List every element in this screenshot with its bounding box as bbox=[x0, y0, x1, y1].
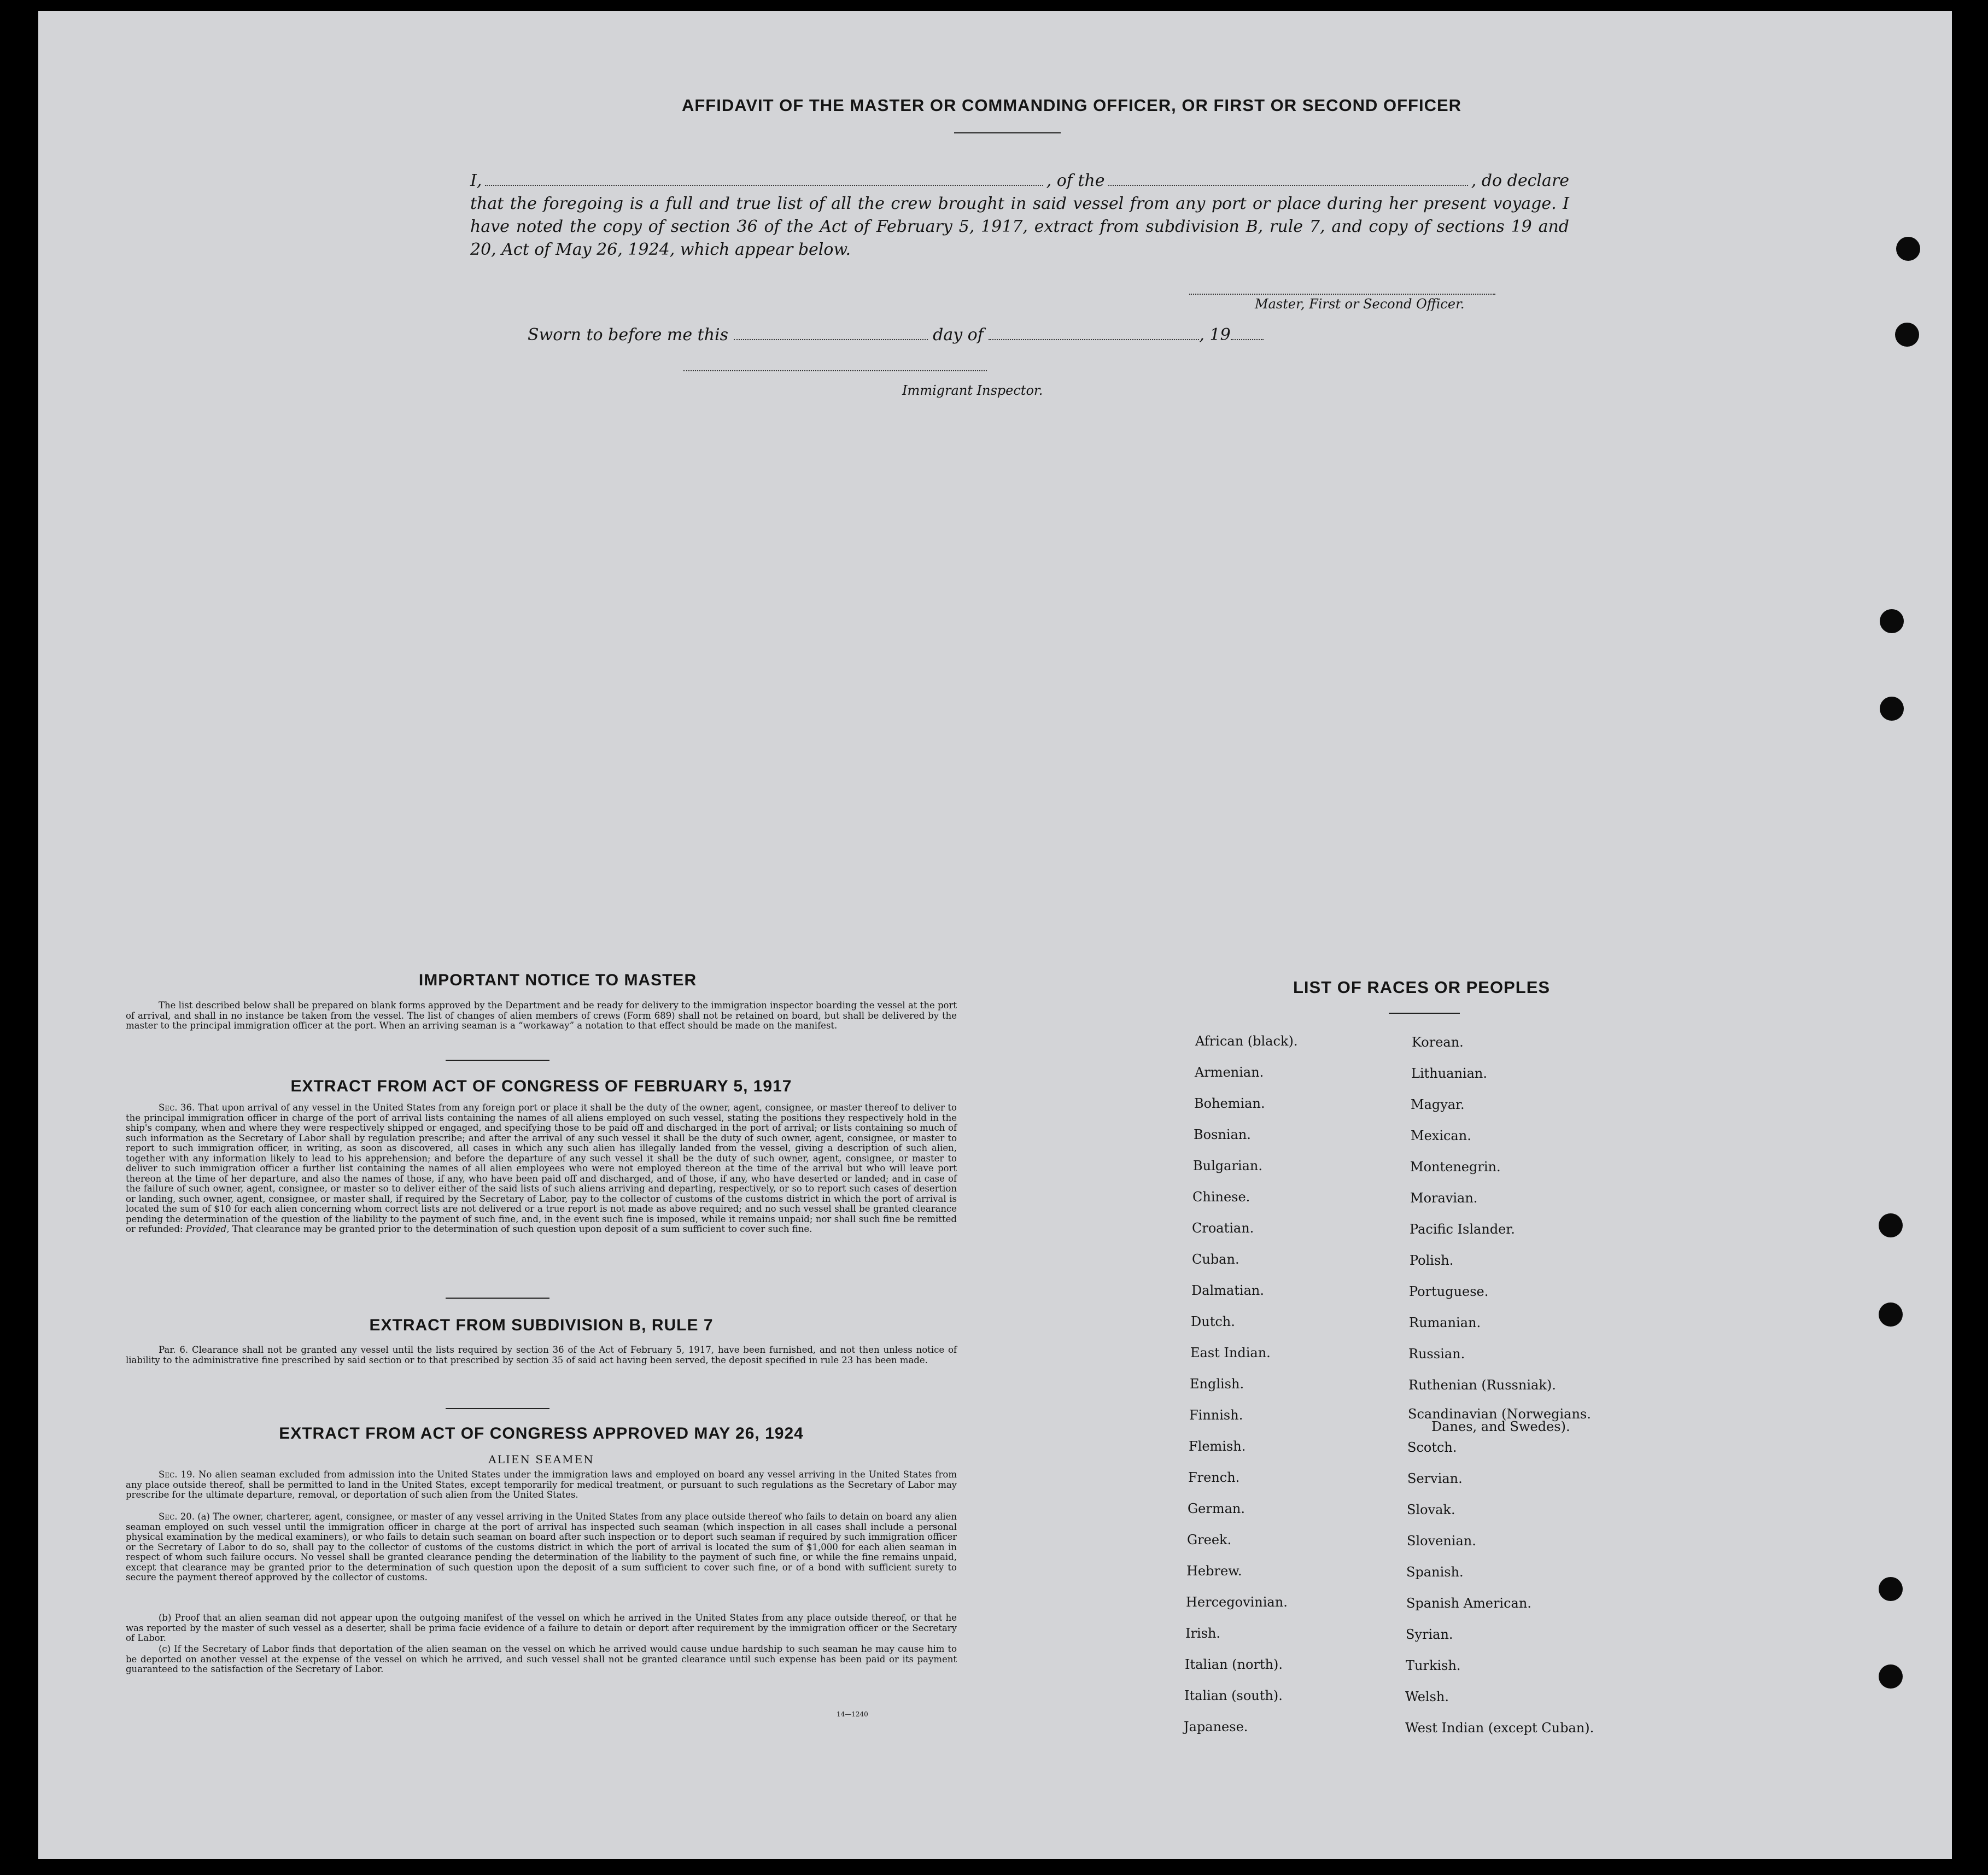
punch-hole bbox=[1880, 697, 1904, 721]
punch-hole bbox=[1880, 609, 1904, 633]
race-left-item: Cuban. bbox=[1192, 1252, 1239, 1267]
extract-1917-text bbox=[126, 1103, 957, 1235]
races-divider bbox=[1389, 1013, 1460, 1014]
race-right-item: Slovenian. bbox=[1407, 1533, 1476, 1549]
declaration-first-line bbox=[470, 170, 1569, 192]
form-number: 14—1240 bbox=[837, 1710, 868, 1718]
do-declare-label: , do declare bbox=[1471, 171, 1569, 190]
notice-text: The list described below shall be prepared on blank forms approved by the Department and be ready for delivery to the immigration inspector boarding the vessel at the port of arrival, and shall in no instance be taken from the vessel. The list of changes of alien members of crews (Form 689) shall not be retained on board, but shall be delivered by the master to the principal immigration officer at the port. When an arriving seaman is a “workaway” a notation to that effect should be made on the manifest. bbox=[126, 1000, 957, 1031]
race-left-item: Bosnian. bbox=[1194, 1127, 1251, 1142]
race-right-item: Polish. bbox=[1410, 1253, 1454, 1268]
form-page bbox=[38, 11, 1952, 1859]
inspector-signature-field[interactable] bbox=[683, 369, 987, 371]
inspector-signature-label: Immigrant Inspector. bbox=[902, 383, 1043, 398]
section-19-body: No alien seaman excluded from admission into the United States under the immigration laws and employed on board any vessel arriving in the United States from any place outside thereof, shall be permitted to land in the United States, except temporarily for medical treatment, or pursuant to such regulations as the Secretary of Labor may prescribe for the ultimate departure, removal, or deportation of such alien from the United States. bbox=[126, 1469, 957, 1500]
race-left-item: English. bbox=[1190, 1376, 1244, 1392]
race-right-item: Mexican. bbox=[1411, 1128, 1471, 1143]
punch-hole bbox=[1879, 1664, 1903, 1689]
race-left-item: Bulgarian. bbox=[1193, 1158, 1262, 1173]
sworn-label: Sworn to before me this bbox=[528, 325, 729, 344]
race-right-item: Lithuanian. bbox=[1411, 1066, 1488, 1081]
race-right-item: West Indian (except Cuban). bbox=[1405, 1720, 1594, 1736]
race-left-item: Greek. bbox=[1187, 1532, 1232, 1547]
sworn-month-field[interactable] bbox=[989, 338, 1199, 340]
race-left-item: Hebrew. bbox=[1186, 1563, 1242, 1579]
race-left-item: East Indian. bbox=[1190, 1345, 1271, 1360]
rule-7-text: Par. 6. Clearance shall not be granted any vessel until the lists required by section 36 of the Act of February 5, 1917, have been furnished, and not then unless notice of liability to the administrative fine prescribed by said section or to that prescribed by section 35 of said act having been served, the deposit specified in rule 23 has been made. bbox=[126, 1345, 957, 1365]
race-left-item: German. bbox=[1188, 1501, 1245, 1516]
race-right-item: Servian. bbox=[1407, 1471, 1463, 1486]
section-20c-text: (c) If the Secretary of Labor finds that deportation of the alien seaman on the vessel on which he arrived would cause undue hardship to such seaman he may cause him to be deported on another vessel at the expense of the vessel on which he arrived, and such vessel shall not be granted clearance until such expense has been paid or its payment guaranteed to the satisfaction of the Secretary of Labor. bbox=[126, 1644, 957, 1674]
officer-name-field[interactable] bbox=[485, 184, 1043, 186]
race-right-item: Pacific Islander. bbox=[1410, 1222, 1515, 1237]
section-36-text: That upon arrival of any vessel in the United States from any foreign port or place it shall be the duty of the owner, agent, consignee, or master thereof to deliver to the principal immigration officer in charge of the port of arrival lists containing the names of all aliens employed on such vessel, stating the positions they respectively hold in the ship's company, when and where they were respectively shipped or engaged, and specifying those to be paid off and discharged in the port of arrival; or lists containing so much of such information as the Secretary of Labor shall by regulation prescribe; and after the arrival of any such vessel it shall be the duty of such owner, agent, consignee, or master to report to such immigration officer, in writing, as soon as discovered, all cases in which any such alien has illegally landed from the vessel, giving a description of such alien, together with any information likely to lead to his apprehension; and before the departure of any such vessel it shall be the duty of such owner, agent, consignee, or master to deliver to such immigration officer a further list containing the names of all alien employees who were not employed thereon at the time of the arrival but who will leave port thereon at the time of her departure, and also the names of those, if any, who have been paid off and discharged, and of those, if any, who have deserted or landed; and in case of the failure of such owner, agent, consignee, or master so to deliver either of the said lists of such aliens arriving and departing, respectively, or so to report such cases of desertion or landing, such owner, agent, consignee, or master shall, if required by the Secretary of Labor, pay to the collector of customs of the customs district in which the port of arrival is located the sum of $10 for each alien concerning whom correct lists are not delivered or a true report is not made as above required; and no such vessel shall be granted clearance pending the determination of the question of the liability to the payment of such fine, and, in the event such fine is imposed, while it remains unpaid; nor shall such fine be remitted or refunded: bbox=[126, 1102, 957, 1234]
race-left-item: Armenian. bbox=[1195, 1065, 1264, 1080]
race-left-item: Dalmatian. bbox=[1191, 1283, 1265, 1298]
race-right-item: Rumanian. bbox=[1409, 1315, 1481, 1330]
of-the-label: , of the bbox=[1046, 171, 1105, 190]
race-left-item: Dutch. bbox=[1191, 1314, 1235, 1329]
race-right-item: Welsh. bbox=[1405, 1689, 1449, 1704]
rule-7-title: EXTRACT FROM SUBDIVISION B, RULE 7 bbox=[369, 1316, 714, 1334]
sworn-line bbox=[528, 325, 1264, 344]
section-20b-text: (b) Proof that an alien seaman did not appear upon the outgoing manifest of the vessel on which he arrived in the United States from any place outside thereof, or that he was reported by the master of such vessel as a deserter, shall be prima facie evidence of a failure to detain or deport after requirement by the immigration officer or the Secretary of Labor. bbox=[126, 1613, 957, 1643]
race-right-item: Portuguese. bbox=[1409, 1284, 1489, 1299]
race-left-item: Italian (south). bbox=[1184, 1688, 1283, 1703]
race-left-item: Flemish. bbox=[1189, 1439, 1246, 1454]
race-right-item: Turkish. bbox=[1406, 1658, 1461, 1673]
race-right-item: Spanish American. bbox=[1406, 1596, 1531, 1611]
race-right-item: Russian. bbox=[1408, 1346, 1465, 1362]
race-left-item: Italian (north). bbox=[1185, 1657, 1283, 1672]
section-36-text-end: That clearance may be granted prior to the determination of such question upon deposit of a sum sufficient to cover such fine. bbox=[232, 1224, 812, 1234]
punch-hole bbox=[1896, 237, 1920, 261]
section-19-label: Sec. 19. bbox=[159, 1469, 195, 1480]
extract-1917-title: EXTRACT FROM ACT OF CONGRESS OF FEBRUARY 5, 1917 bbox=[290, 1077, 792, 1095]
race-left-item: Chinese. bbox=[1192, 1189, 1250, 1205]
race-left-item: Bohemian. bbox=[1194, 1096, 1265, 1111]
punch-hole bbox=[1879, 1577, 1903, 1601]
race-right-item: Moravian. bbox=[1410, 1190, 1478, 1206]
race-right-item: Slovak. bbox=[1407, 1502, 1455, 1517]
section-20-label: Sec. 20. bbox=[159, 1511, 195, 1522]
punch-hole bbox=[1879, 1213, 1903, 1237]
year-label: , 19 bbox=[1199, 325, 1231, 344]
race-right-item: Scotch. bbox=[1407, 1440, 1457, 1455]
alien-seamen-subtitle: ALIEN SEAMEN bbox=[488, 1453, 594, 1466]
race-right-item: Korean. bbox=[1412, 1035, 1464, 1050]
race-right-item: Montenegrin. bbox=[1410, 1159, 1501, 1175]
race-right-item: Danes, and Swedes). bbox=[1431, 1419, 1570, 1434]
master-signature-field[interactable] bbox=[1189, 293, 1495, 295]
race-left-item: Finnish. bbox=[1189, 1407, 1243, 1423]
race-right-item: Magyar. bbox=[1411, 1097, 1465, 1112]
sworn-day-field[interactable] bbox=[734, 338, 928, 340]
section-divider bbox=[446, 1060, 549, 1061]
races-title: LIST OF RACES OR PEOPLES bbox=[1293, 978, 1551, 997]
declarant-prefix: I, bbox=[470, 171, 482, 190]
race-right-item: Ruthenian (Russniak). bbox=[1408, 1377, 1556, 1393]
race-left-item: Japanese. bbox=[1184, 1719, 1248, 1734]
race-left-item: French. bbox=[1188, 1470, 1240, 1485]
affidavit-title: AFFIDAVIT OF THE MASTER OR COMMANDING OFFICER, OR FIRST OR SECOND OFFICER bbox=[681, 96, 1462, 115]
section-36-label: Sec. 36. bbox=[159, 1102, 195, 1113]
section-19-text bbox=[126, 1470, 957, 1500]
race-right-item: Syrian. bbox=[1406, 1627, 1453, 1642]
race-left-item: Irish. bbox=[1185, 1626, 1221, 1641]
declaration-text: that the foregoing is a full and true list of all the crew brought in said vessel from any port or place during her present voyage. I have noted the copy of section 36 of the Act of February 5, 1917, extract from subdivision B, rule 7, and copy of sections 19 and 20, Act of May 26, 1924, which appear below. bbox=[470, 194, 1569, 259]
sworn-year-field[interactable] bbox=[1231, 338, 1264, 340]
section-divider bbox=[446, 1298, 549, 1299]
punch-hole bbox=[1895, 323, 1919, 347]
title-divider bbox=[954, 132, 1061, 133]
section-divider bbox=[446, 1408, 549, 1409]
race-left-item: Croatian. bbox=[1192, 1220, 1254, 1236]
punch-hole bbox=[1879, 1302, 1903, 1327]
race-left-item: Hercegovinian. bbox=[1186, 1594, 1288, 1610]
section-20a-body: (a) The owner, charterer, agent, consignee, or master of any vessel arriving in the United States from any place outside thereof who fails to detain on board any alien seaman employed on such vessel until the immigration officer in charge at the port of arrival has inspected such seaman (which inspection in all cases shall include a personal physical examination by the medical examiners), or who fails to detain such seaman on board after such inspection or to deport such seaman if required by such immigration officer or the Secretary of Labor to do so, shall pay to the collector of customs of the customs district in which the port of arrival is located the sum of $1,000 for each alien seaman in respect of whom such failure occurs. No vessel shall be granted clearance pending the determination of the liability to the payment of such fine, or while the fine remains unpaid, except that clearance may be granted prior to the determination of such question upon the deposit of a sum sufficient to cover such fine, or of a bond with sufficient surety to secure the payment thereof approved by the collector of customs. bbox=[126, 1511, 957, 1582]
race-right-item: Spanish. bbox=[1406, 1564, 1464, 1580]
declaration bbox=[470, 170, 1569, 261]
provided-label: Provided, bbox=[185, 1224, 230, 1234]
race-left-item: African (black). bbox=[1195, 1033, 1298, 1049]
vessel-name-field[interactable] bbox=[1108, 184, 1468, 186]
master-signature-label: Master, First or Second Officer. bbox=[1255, 296, 1465, 312]
day-of-label: day of bbox=[933, 325, 984, 344]
notice-title: IMPORTANT NOTICE TO MASTER bbox=[418, 971, 697, 989]
race-right-item: Scandinavian (Norwegians. bbox=[1408, 1406, 1591, 1422]
extract-1924-title: EXTRACT FROM ACT OF CONGRESS APPROVED MAY 26, 1924 bbox=[279, 1424, 804, 1442]
section-20a-text bbox=[126, 1512, 957, 1583]
